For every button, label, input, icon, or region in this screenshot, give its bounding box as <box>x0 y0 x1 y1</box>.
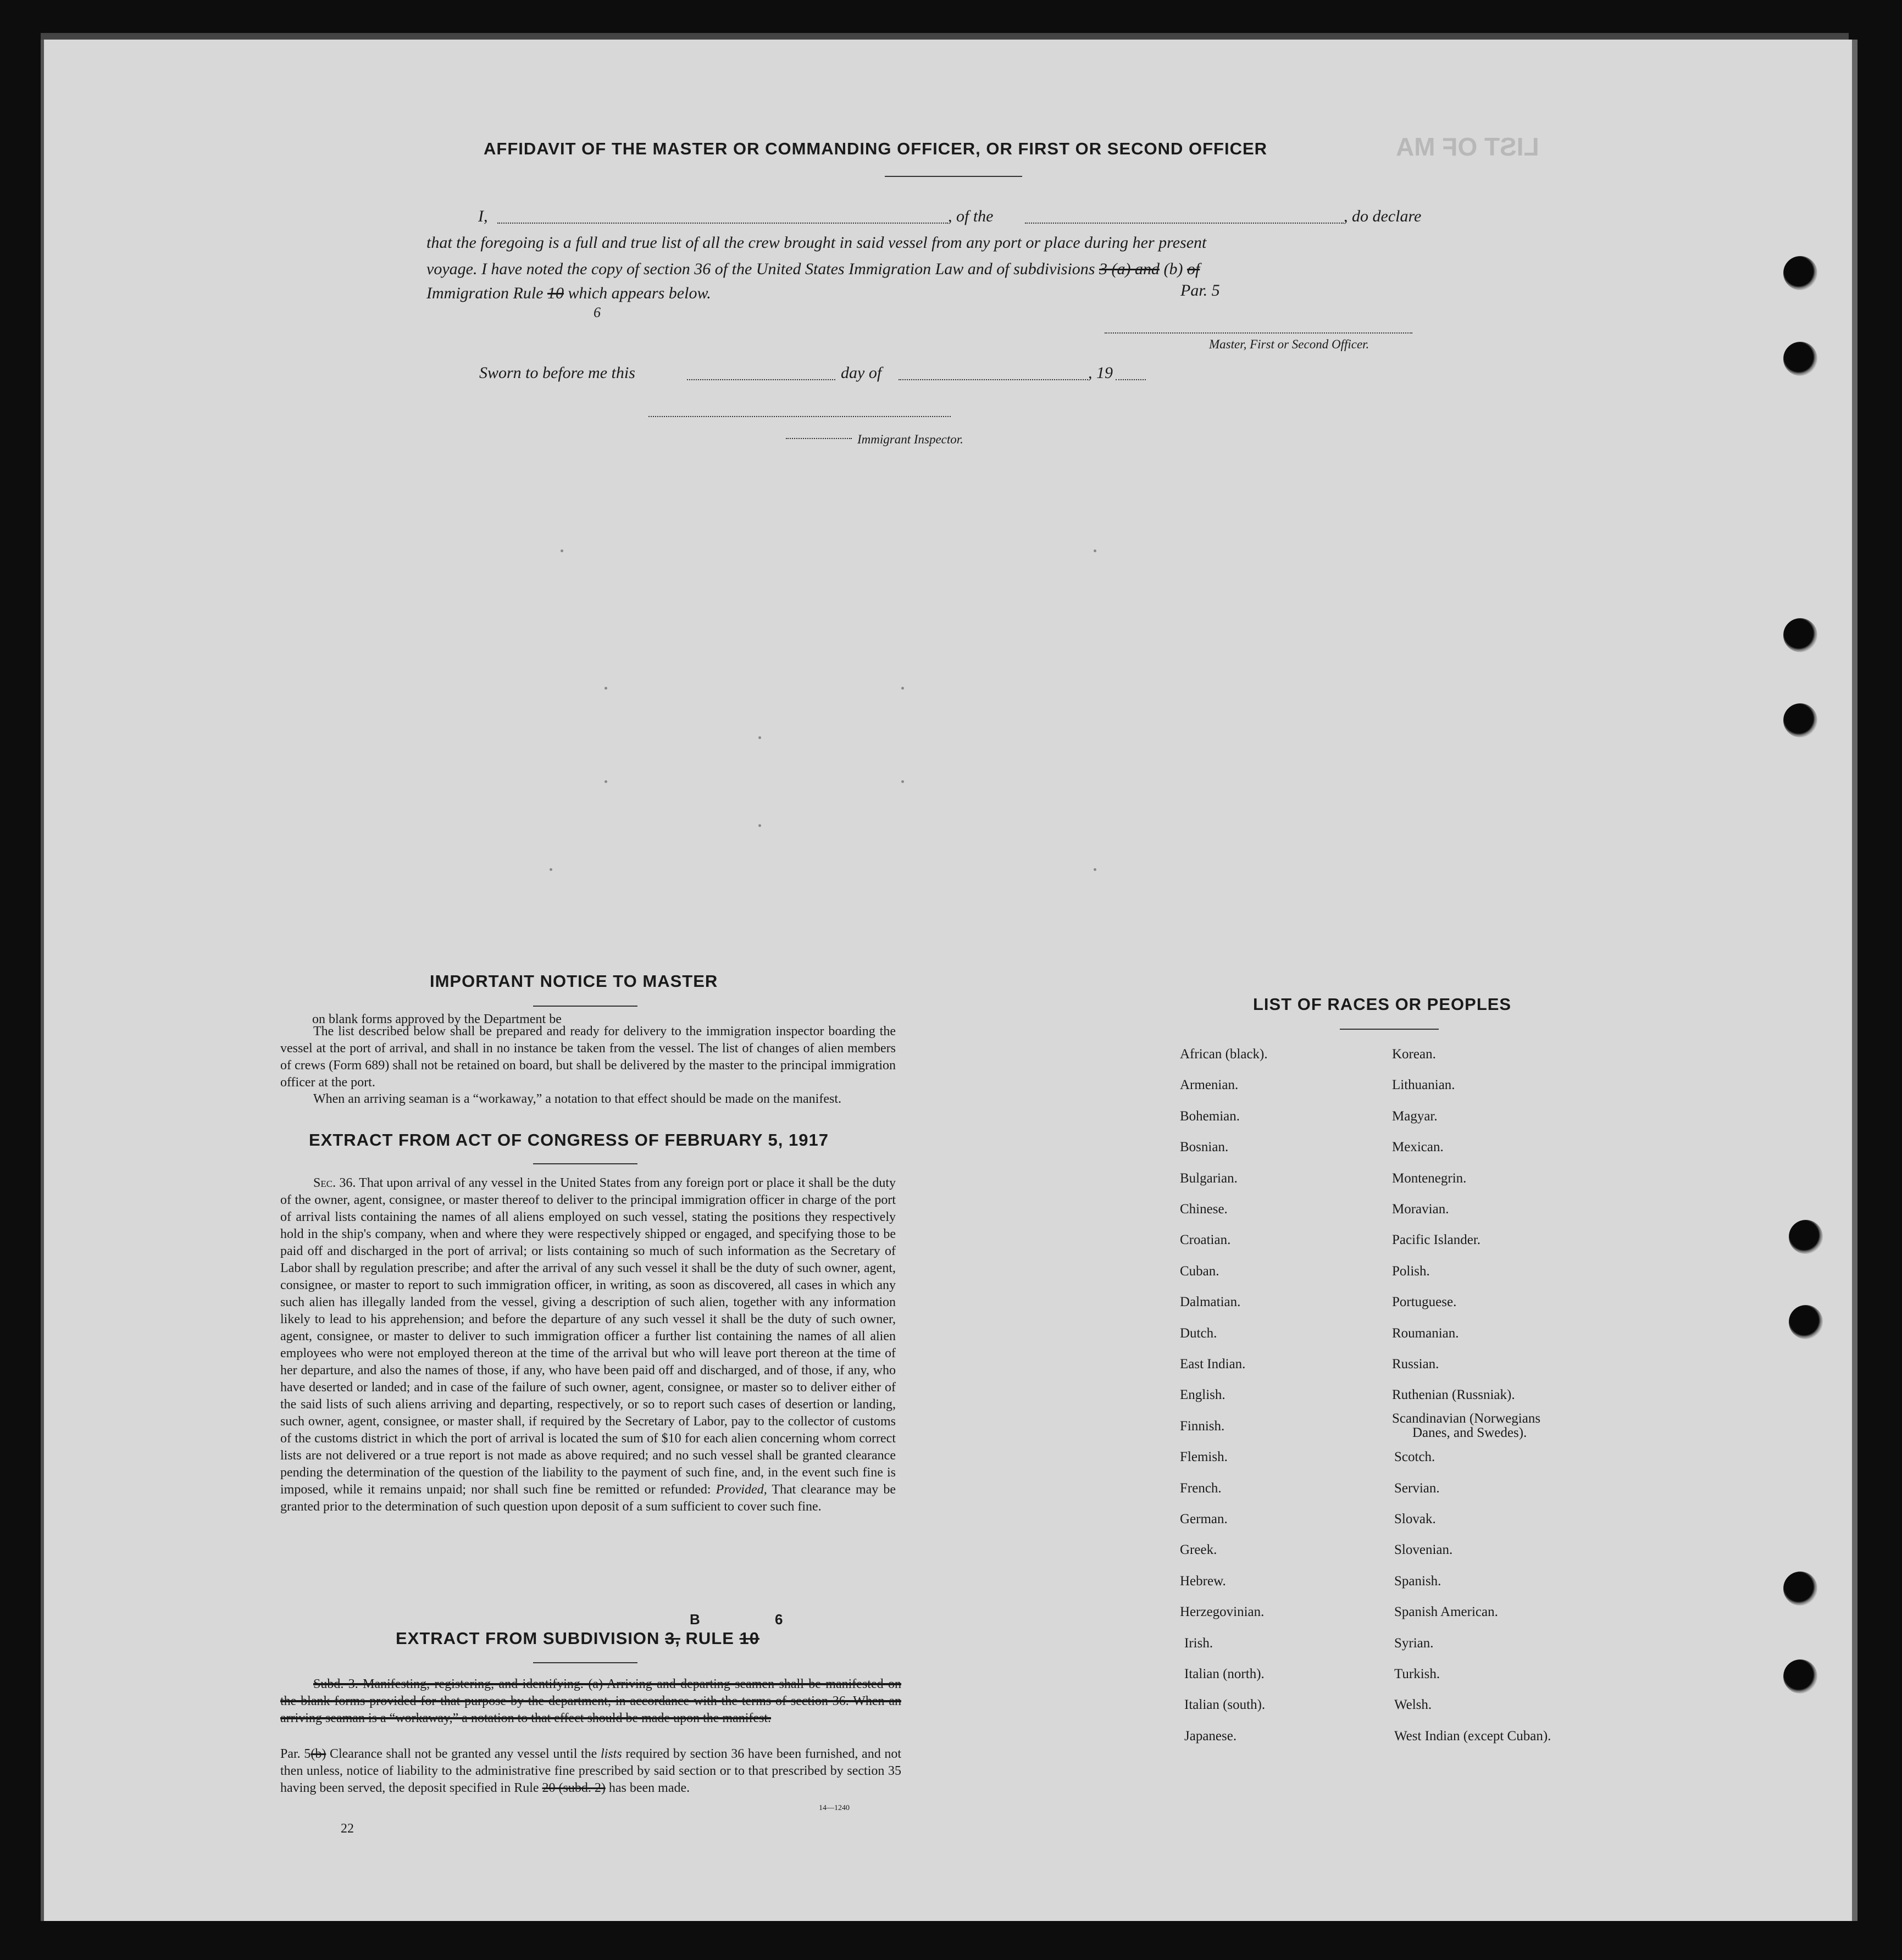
par-text: Clearance shall not be granted any vessel until the <box>329 1747 597 1761</box>
struck-subd-text: Subd. 3. Manifesting, registering, and identifying. (a) Arriving and departing seamen shall be manifested on the blank forms provided for that purpose by the department, in accordance with the terms of section 36. When an arriving seaman is a “workaway,” a notation to that effect should be made upon the manifest. <box>280 1677 901 1725</box>
affidavit-do-declare: , do declare <box>1344 207 1422 225</box>
race-item: Bosnian. <box>1180 1140 1229 1155</box>
par-text2: required by section 36 have been furnished, and not then unless, notice of liability to the administrative fine prescribed by said section or to that prescribed by section 35 having been served, the deposit specified in Rule <box>280 1747 902 1795</box>
race-item: Armenian. <box>1180 1078 1239 1093</box>
year-label: , 19 <box>1088 364 1113 382</box>
par-label: Par. 5 <box>280 1747 311 1761</box>
binder-hole <box>1783 1572 1817 1606</box>
race-item: Turkish. <box>1394 1667 1440 1681</box>
sec-text-end: That clearance may be granted prior to the determination of such question upon deposit of a sum sufficient to cover such fine. <box>280 1483 896 1514</box>
par5-annotation: Par. 5 <box>1180 281 1220 299</box>
notice-para1: The list described below shall be prepared and ready for delivery to the immigration inspector boarding the vessel at the port of arrival, and shall in no instance be taken from the vessel. The list of changes of alien members of crews (Form 689) shall not be retained on board, but shall be delivered by the master to the principal immigration officer at the port. <box>280 1024 896 1090</box>
notice-title: IMPORTANT NOTICE TO MASTER <box>430 971 718 991</box>
sub-title-strike1: 3, <box>665 1629 680 1648</box>
vessel-blank[interactable] <box>1025 223 1344 224</box>
page-number: 22 <box>341 1822 354 1836</box>
bleed-through-dot <box>1094 549 1096 552</box>
bleed-through-dot <box>901 780 904 783</box>
lists-word: lists <box>600 1747 622 1761</box>
race-item: Dalmatian. <box>1180 1295 1241 1310</box>
year-blank[interactable] <box>1116 379 1146 380</box>
binder-hole <box>1783 256 1817 290</box>
race-item: Japanese. <box>1184 1728 1237 1744</box>
race-item: East Indian. <box>1180 1357 1246 1372</box>
notice-para2: When an arriving seaman is a “workaway,” a notation to that effect should be made on the manifest. <box>313 1092 841 1106</box>
race-item: Bulgarian. <box>1180 1170 1238 1186</box>
race-item: Magyar. <box>1392 1108 1438 1124</box>
sec-label: Sec. 36. <box>313 1176 356 1190</box>
par-strike2: 20 (subd. 2) <box>542 1781 606 1795</box>
race-item: Slovak. <box>1394 1512 1436 1526</box>
race-item: Bohemian. <box>1180 1108 1240 1124</box>
bleed-through-dot <box>901 687 904 690</box>
race-item: Italian (north). <box>1184 1667 1265 1681</box>
line3-strike-of: of <box>1186 260 1200 278</box>
extract-act-title: EXTRACT FROM ACT OF CONGRESS OF FEBRUARY 5, 1917 <box>309 1130 829 1150</box>
race-item: Scotch. <box>1394 1450 1435 1465</box>
bleed-through-dot <box>561 549 563 552</box>
bleed-through-dot <box>605 687 607 690</box>
affidavit-i-label: I, <box>478 207 488 225</box>
binder-hole <box>1789 1220 1823 1254</box>
par5-text <box>280 1746 901 1797</box>
race-item: Scandinavian (Norwegians <box>1392 1411 1541 1426</box>
affidavit-of-the: , of the <box>948 207 994 225</box>
sec-text: That upon arrival of any vessel in the United States from any foreign port or place it shall be the duty of the owner, agent, consignee, or master thereof to deliver to the principal immigration officer in charge of the port of arrival lists containing the names of all aliens employed on such vessel, stating the positions they respectively hold in the ship's company, when and where they were respectively shipped or engaged, and specifying those to be paid off and discharged in the port of arrival; or lists containing so much of such information as the Secretary of Labor shall by regulation prescribe; and after the arrival of any such vessel it shall be the duty of such owner, agent, consignee, or master to report to such immigration officer, in writing, as soon as discovered, all cases in which any such alien has illegally landed from the vessel, giving a description of such alien, together with any information likely to lead to his apprehension; and before the departure of any such vessel it shall be the duty of such owner, agent, consignee, or master to deliver to such immigration officer a further list containing the names of all alien employees who were not employed thereon at the time of the arrival but who will leave port thereon at the time of her departure, and also the names of those, if any, who have been paid off and discharged, and of those, if any, who have deserted or landed; and in case of the failure of such owner, agent, consignee, or master so to deliver either of the said lists of such aliens arriving and departing, respectively, or so to report such cases of desertion or landing, such owner, agent, consignee, or master shall, if required by the Secretary of Labor, pay to the collector of customs of the customs district in which the port of arrival is located the sum of $10 for each alien concerning whom correct lists are not delivered or a true report is not made as above required; and no such vessel shall be granted clearance pending the determination of the question of the liability to the payment of such fine, and, in the event such fine is imposed, while it remains unpaid; nor shall such fine be remitted or refunded: <box>280 1176 896 1497</box>
line4-strike: 10 <box>547 284 564 302</box>
race-item: Polish. <box>1392 1263 1430 1279</box>
master-label: Master, First or Second Officer. <box>1209 337 1369 351</box>
race-item: Ruthenian (Russniak). <box>1392 1387 1515 1403</box>
notice-insert-text: on blank forms approved by the Department be <box>312 1012 562 1026</box>
extract-sub-title <box>396 1629 759 1648</box>
race-item: Korean. <box>1392 1047 1436 1062</box>
race-item: Flemish. <box>1180 1450 1228 1465</box>
par-end: has been made. <box>608 1781 690 1795</box>
binder-hole <box>1783 342 1817 376</box>
race-item: Greek. <box>1180 1542 1217 1558</box>
race-item: Roumanian. <box>1392 1325 1459 1341</box>
race-item: African (black). <box>1180 1047 1268 1062</box>
annotation-6: 6 <box>775 1611 783 1628</box>
form-number: 14—1240 <box>819 1804 850 1812</box>
par-strike: (b) <box>310 1747 326 1761</box>
binder-hole <box>1789 1305 1823 1339</box>
race-item: Cuban. <box>1180 1263 1219 1279</box>
bleed-through-dot <box>758 736 761 739</box>
race-item: Lithuanian. <box>1392 1078 1455 1093</box>
day-of-label: day of <box>841 364 882 382</box>
inspector-label: Immigrant Inspector. <box>857 432 963 446</box>
divider <box>533 1006 637 1007</box>
race-item: Servian. <box>1394 1480 1440 1496</box>
affidavit-line2: that the foregoing is a full and true list of all the crew brought in said vessel from any port or place during her present <box>426 234 1207 252</box>
line3-text: voyage. I have noted the copy of section 36 of the United States Immigration Law and of subdivisions <box>426 260 1095 278</box>
annotation-b: B <box>690 1611 700 1628</box>
document-page <box>41 40 1857 1921</box>
sworn-day-blank[interactable] <box>687 379 835 380</box>
sub-title-b: RULE <box>685 1629 734 1648</box>
race-item: Welsh. <box>1394 1697 1432 1713</box>
race-item: Spanish American. <box>1394 1604 1498 1620</box>
divider <box>533 1163 637 1164</box>
sub-title-strike2: 10 <box>739 1629 760 1648</box>
race-item: English. <box>1180 1387 1226 1403</box>
inspector-prefix-blank <box>786 438 852 439</box>
race-item: French. <box>1180 1480 1222 1496</box>
race-item: Hebrew. <box>1180 1573 1226 1589</box>
bleed-through-dot <box>605 780 607 783</box>
race-item: West Indian (except Cuban). <box>1394 1728 1551 1744</box>
race-item: Slovenian. <box>1394 1542 1453 1558</box>
bleed-through-mark: LIST OF MA <box>1396 132 1539 161</box>
line3-b: (b) <box>1163 260 1183 278</box>
race-item-continuation: Danes, and Swedes). <box>1412 1425 1527 1440</box>
binder-hole <box>1783 1659 1817 1694</box>
affidavit-title: AFFIDAVIT OF THE MASTER OR COMMANDING OFFICER, OR FIRST OR SECOND OFFICER <box>484 139 1268 158</box>
affidavit-line4 <box>426 280 711 307</box>
line4-end: which appears below. <box>568 284 711 302</box>
provided-word: Provided, <box>716 1483 767 1497</box>
race-item: Moravian. <box>1392 1202 1449 1217</box>
race-item: German. <box>1180 1512 1228 1526</box>
inspector-signature-blank[interactable] <box>648 416 951 417</box>
race-item: Herzegovinian. <box>1180 1604 1265 1620</box>
race-item: Finnish. <box>1180 1418 1225 1434</box>
race-item: Dutch. <box>1180 1325 1217 1341</box>
binder-hole <box>1783 703 1817 737</box>
divider <box>885 176 1022 177</box>
race-item: Mexican. <box>1392 1140 1444 1155</box>
race-item: Chinese. <box>1180 1202 1228 1217</box>
sworn-month-blank[interactable] <box>899 379 1088 380</box>
race-item: Syrian. <box>1394 1635 1434 1651</box>
extract-act-text <box>280 1175 896 1515</box>
race-item: Pacific Islander. <box>1392 1232 1481 1248</box>
race-item: Montenegrin. <box>1392 1170 1467 1186</box>
divider <box>1340 1029 1439 1030</box>
bleed-through-dot <box>758 824 761 827</box>
race-item: Irish. <box>1184 1635 1213 1651</box>
line3-strike-a: 3 (a) and <box>1099 260 1160 278</box>
bleed-through-dot <box>1094 868 1096 871</box>
races-title: LIST OF RACES OR PEOPLES <box>1253 995 1512 1014</box>
race-item: Croatian. <box>1180 1232 1231 1248</box>
affidavit-line3 <box>426 256 1200 282</box>
sworn-label: Sworn to before me this <box>479 364 635 382</box>
bleed-through-dot <box>550 868 552 871</box>
binder-hole <box>1783 618 1817 652</box>
race-item: Italian (south). <box>1184 1697 1266 1713</box>
race-item: Spanish. <box>1394 1573 1441 1589</box>
name-blank[interactable] <box>497 223 948 224</box>
race-item: Portuguese. <box>1392 1295 1457 1310</box>
divider <box>533 1662 637 1663</box>
race-item: Russian. <box>1392 1357 1439 1372</box>
line4-text: Immigration Rule <box>426 284 544 302</box>
sub-title-a: EXTRACT FROM SUBDIVISION <box>396 1629 660 1648</box>
rule-six-annotation: 6 <box>594 304 601 320</box>
